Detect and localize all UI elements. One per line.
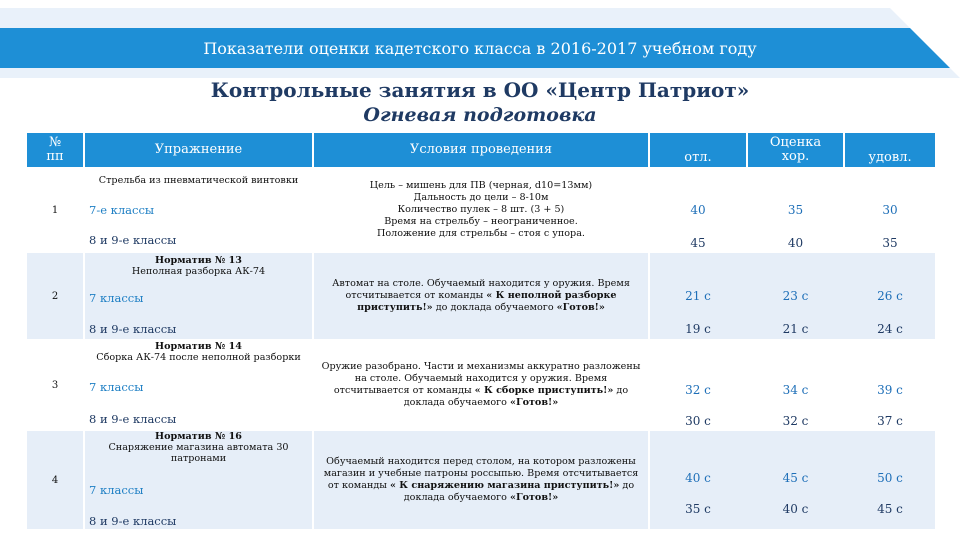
- grid-line: [312, 133, 314, 529]
- grade-value: 40: [787, 236, 804, 250]
- grade-value: 32 с: [782, 414, 809, 428]
- group-label: 7 классы: [89, 291, 144, 305]
- row-number: 2: [51, 290, 59, 302]
- grid-line: [648, 133, 650, 529]
- exercise-title: Норматив № 14 Сборка АК-74 после неполной разборки: [96, 341, 301, 363]
- row-number: 3: [51, 379, 59, 391]
- grade-value: 45: [690, 236, 706, 250]
- exercise-cell: [85, 341, 312, 429]
- exercise-title: Стрельба из пневматической винтовки: [98, 175, 299, 186]
- group-label: 8 и 9-е классы: [89, 322, 177, 336]
- column-header-satisfactory: удовл.: [845, 133, 935, 167]
- grade-value: 35 с: [685, 502, 711, 516]
- grid-line: [746, 133, 748, 167]
- grade-value: 24 с: [877, 322, 903, 336]
- grid-line: [83, 133, 85, 529]
- grade-value: 32 с: [685, 383, 711, 397]
- exercise-cell: [85, 253, 312, 339]
- table-row: [27, 169, 935, 251]
- grade-value: 35: [882, 236, 898, 250]
- column-header-conditions: Условия проведения: [314, 133, 648, 167]
- group-label: 7 классы: [89, 380, 144, 394]
- conditions-cell: Автомат на столе. Обучаемый находится у оружия. Время отсчитывается от команды « К неполной разборке приступить!» до доклада обучаемого «Готов!»: [332, 278, 630, 313]
- grid-line: [843, 133, 845, 167]
- grade-value: 40 с: [685, 471, 711, 485]
- row-number: 1: [51, 204, 59, 216]
- group-label: 8 и 9-е классы: [89, 514, 177, 528]
- column-header-good: Оценка хор.: [748, 133, 843, 167]
- column-header-exercise: Упражнение: [85, 133, 312, 167]
- grade-value: 50 с: [877, 471, 903, 485]
- group-label: 7 классы: [89, 483, 144, 497]
- conditions-cell: Цель – мишень для ПВ (черная, d10=13мм) Дальность до цели – 8-10м Количество пулек – 8 шт. (3 + 5) Время на стрельбу – неограниченное. Положение для стрельбы – стоя с упора.: [369, 180, 593, 239]
- page-subtitle: Огневая подготовка: [363, 104, 597, 126]
- grade-value: 45 с: [782, 471, 809, 485]
- exercise-cell: [85, 169, 312, 251]
- table-row: [27, 253, 935, 339]
- group-label: 8 и 9-е классы: [89, 412, 177, 426]
- column-header-number: № пп: [27, 133, 83, 167]
- exercise-title: Норматив № 13 Неполная разборка АК-74: [131, 255, 266, 277]
- table-row: [27, 431, 935, 529]
- grade-value: 40: [690, 203, 706, 217]
- grade-value: 19 с: [685, 322, 711, 336]
- conditions-cell: Обучаемый находится перед столом, на котором разложены магазин и учебные патроны россыпью. Время отсчитывается от команды « К снаряжению магазина приступить!» до доклада обучаемого «Готов!»: [323, 456, 639, 503]
- grade-value: 45 с: [877, 502, 903, 516]
- grade-value: 21 с: [685, 289, 711, 303]
- column-header-grade-title: Оценка: [769, 135, 822, 150]
- group-label: 8 и 9-е классы: [89, 233, 177, 247]
- exercise-title: Норматив № 16 Снаряжение магазина автомата 30 патронами: [108, 431, 289, 464]
- grade-value: 26 с: [877, 289, 903, 303]
- grade-value: 21 с: [782, 322, 809, 336]
- grade-value: 34 с: [782, 383, 809, 397]
- grade-value: 30 с: [685, 414, 711, 428]
- grade-value: 35: [787, 203, 804, 217]
- grade-value: 23 с: [782, 289, 809, 303]
- group-label: 7-е классы: [89, 203, 155, 217]
- table-row: [27, 341, 935, 429]
- conditions-cell: Оружие разобрано. Части и механизмы аккуратно разложены на столе. Обучаемый находится у оружия. Время отсчитывается от команды « К сборке приступить!» до доклада обучаемого «Готов!»: [321, 361, 641, 408]
- grade-value: 39 с: [877, 383, 903, 397]
- band-title: Показатели оценки кадетского класса в 2016-2017 учебном году: [203, 38, 757, 58]
- grade-value: 40 с: [782, 502, 809, 516]
- column-header-excellent: отл.: [650, 133, 746, 167]
- grade-value: 30: [882, 203, 898, 217]
- row-number: 4: [51, 474, 59, 486]
- exercise-cell: [85, 431, 312, 529]
- grade-value: 37 с: [877, 414, 903, 428]
- page-title: Контрольные занятия в ОО «Центр Патриот»: [210, 78, 750, 102]
